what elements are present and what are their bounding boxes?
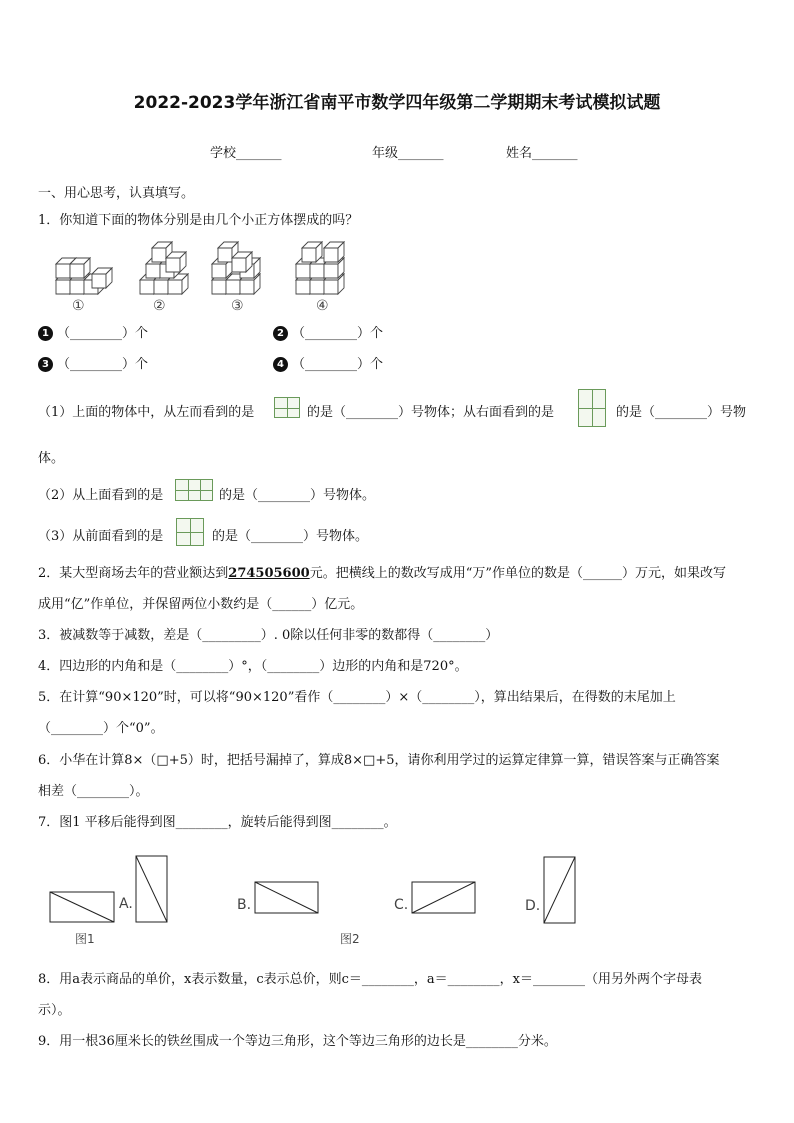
question-8-cont: 示）。 [38,1003,71,1018]
figure-1 [56,258,112,294]
sub-question-3b: 的是（________）号物体。 [212,529,369,544]
school-field[interactable]: 学校_______ [210,146,282,161]
question-3: 3．被减数等于减数，差是（_________）. 0除以任何非零的数都得（________） [38,628,499,643]
name-field[interactable]: 姓名_______ [506,146,578,161]
question-6-cont: 相差（________）。 [38,784,149,799]
answer-4[interactable]: 4 （________）个 [273,353,383,372]
question-7: 7．图1 平移后能得到图________，旋转后能得到图________。 [38,815,397,830]
sub-question-1c: 的是（________）号物 [616,405,747,420]
sub-question-2a: （2）从上面看到的是 [38,488,164,503]
question-6: 6．小华在计算8×（□+5）时，把括号漏掉了，算成8×□+5，请你利用学过的运算定律算一算，错误答案与正确答案 [38,753,720,768]
figure-label-4: ④ [316,298,329,314]
figure-1-caption: 图1 [75,932,95,946]
view-left-grid [274,397,300,418]
figure-label-1: ① [72,298,85,314]
number-circle: 2 [273,326,288,341]
question-2: 2．某大型商场去年的营业额达到274505600元。把横线上的数改写成用“万”作单位的数是（______）万元，如果改写 [38,566,726,581]
option-c-label: C. [394,897,409,913]
figure-label-2: ② [153,298,166,314]
answer-2[interactable]: 2 （________）个 [273,322,383,341]
number-circle: 3 [38,357,53,372]
view-top-grid [175,479,213,501]
option-b-rect [255,882,318,913]
sub-question-1b: 的是（________）号物体；从右面看到的是 [307,405,555,420]
figure-1-rect [50,892,114,922]
answer-3[interactable]: 3 （________）个 [38,353,148,372]
figure-4 [296,242,344,294]
option-a-rect [136,856,167,922]
view-right-grid [578,389,606,427]
option-a-label: A. [119,896,133,912]
figure-3 [212,242,260,294]
view-front-grid [176,518,204,546]
grade-field[interactable]: 年级_______ [372,146,444,161]
question-9: 9．用一根36厘米长的铁丝围成一个等边三角形，这个等边三角形的边长是________分米。 [38,1034,557,1049]
number-circle: 4 [273,357,288,372]
option-c-rect [412,882,475,913]
figure-2-caption: 图2 [340,932,360,946]
question-2-cont: 成用“亿”作单位，并保留两位小数约是（______）亿元。 [38,597,364,612]
question-5-cont: （________）个“0”。 [38,721,164,736]
question-1: 1．你知道下面的物体分别是由几个小正方体摆成的吗？ [38,213,359,228]
question-8: 8．用a表示商品的单价，x表示数量，c表示总价，则c＝________，a＝________，x＝________（用另外两个字母表 [38,972,702,987]
underlined-number: 274505600 [228,566,310,581]
option-b-label: B. [237,897,252,913]
page-title: 2022-2023学年浙江省南平市数学四年级第二学期期末考试模拟试题 [133,93,661,113]
option-d-label: D. [525,898,541,914]
figure-2 [140,242,188,294]
sub-question-3a: （3）从前面看到的是 [38,529,164,544]
sub-question-2b: 的是（________）号物体。 [219,488,376,503]
section-heading: 一、用心思考，认真填写。 [38,186,195,201]
question-5: 5．在计算“90×120”时，可以将“90×120”看作（________）×（________），算出结果后，在得数的末尾加上 [38,690,676,705]
option-d-rect [544,857,575,923]
answer-1[interactable]: 1 （________）个 [38,322,148,341]
question-4: 4．四边形的内角和是（________）°，（________）边形的内角和是720°。 [38,659,468,674]
figure-label-3: ③ [231,298,244,314]
number-circle: 1 [38,326,53,341]
sub-question-1a: （1）上面的物体中，从左而看到的是 [38,405,255,420]
sub-question-1d: 体。 [38,451,65,466]
rectangle-figures [45,852,585,932]
